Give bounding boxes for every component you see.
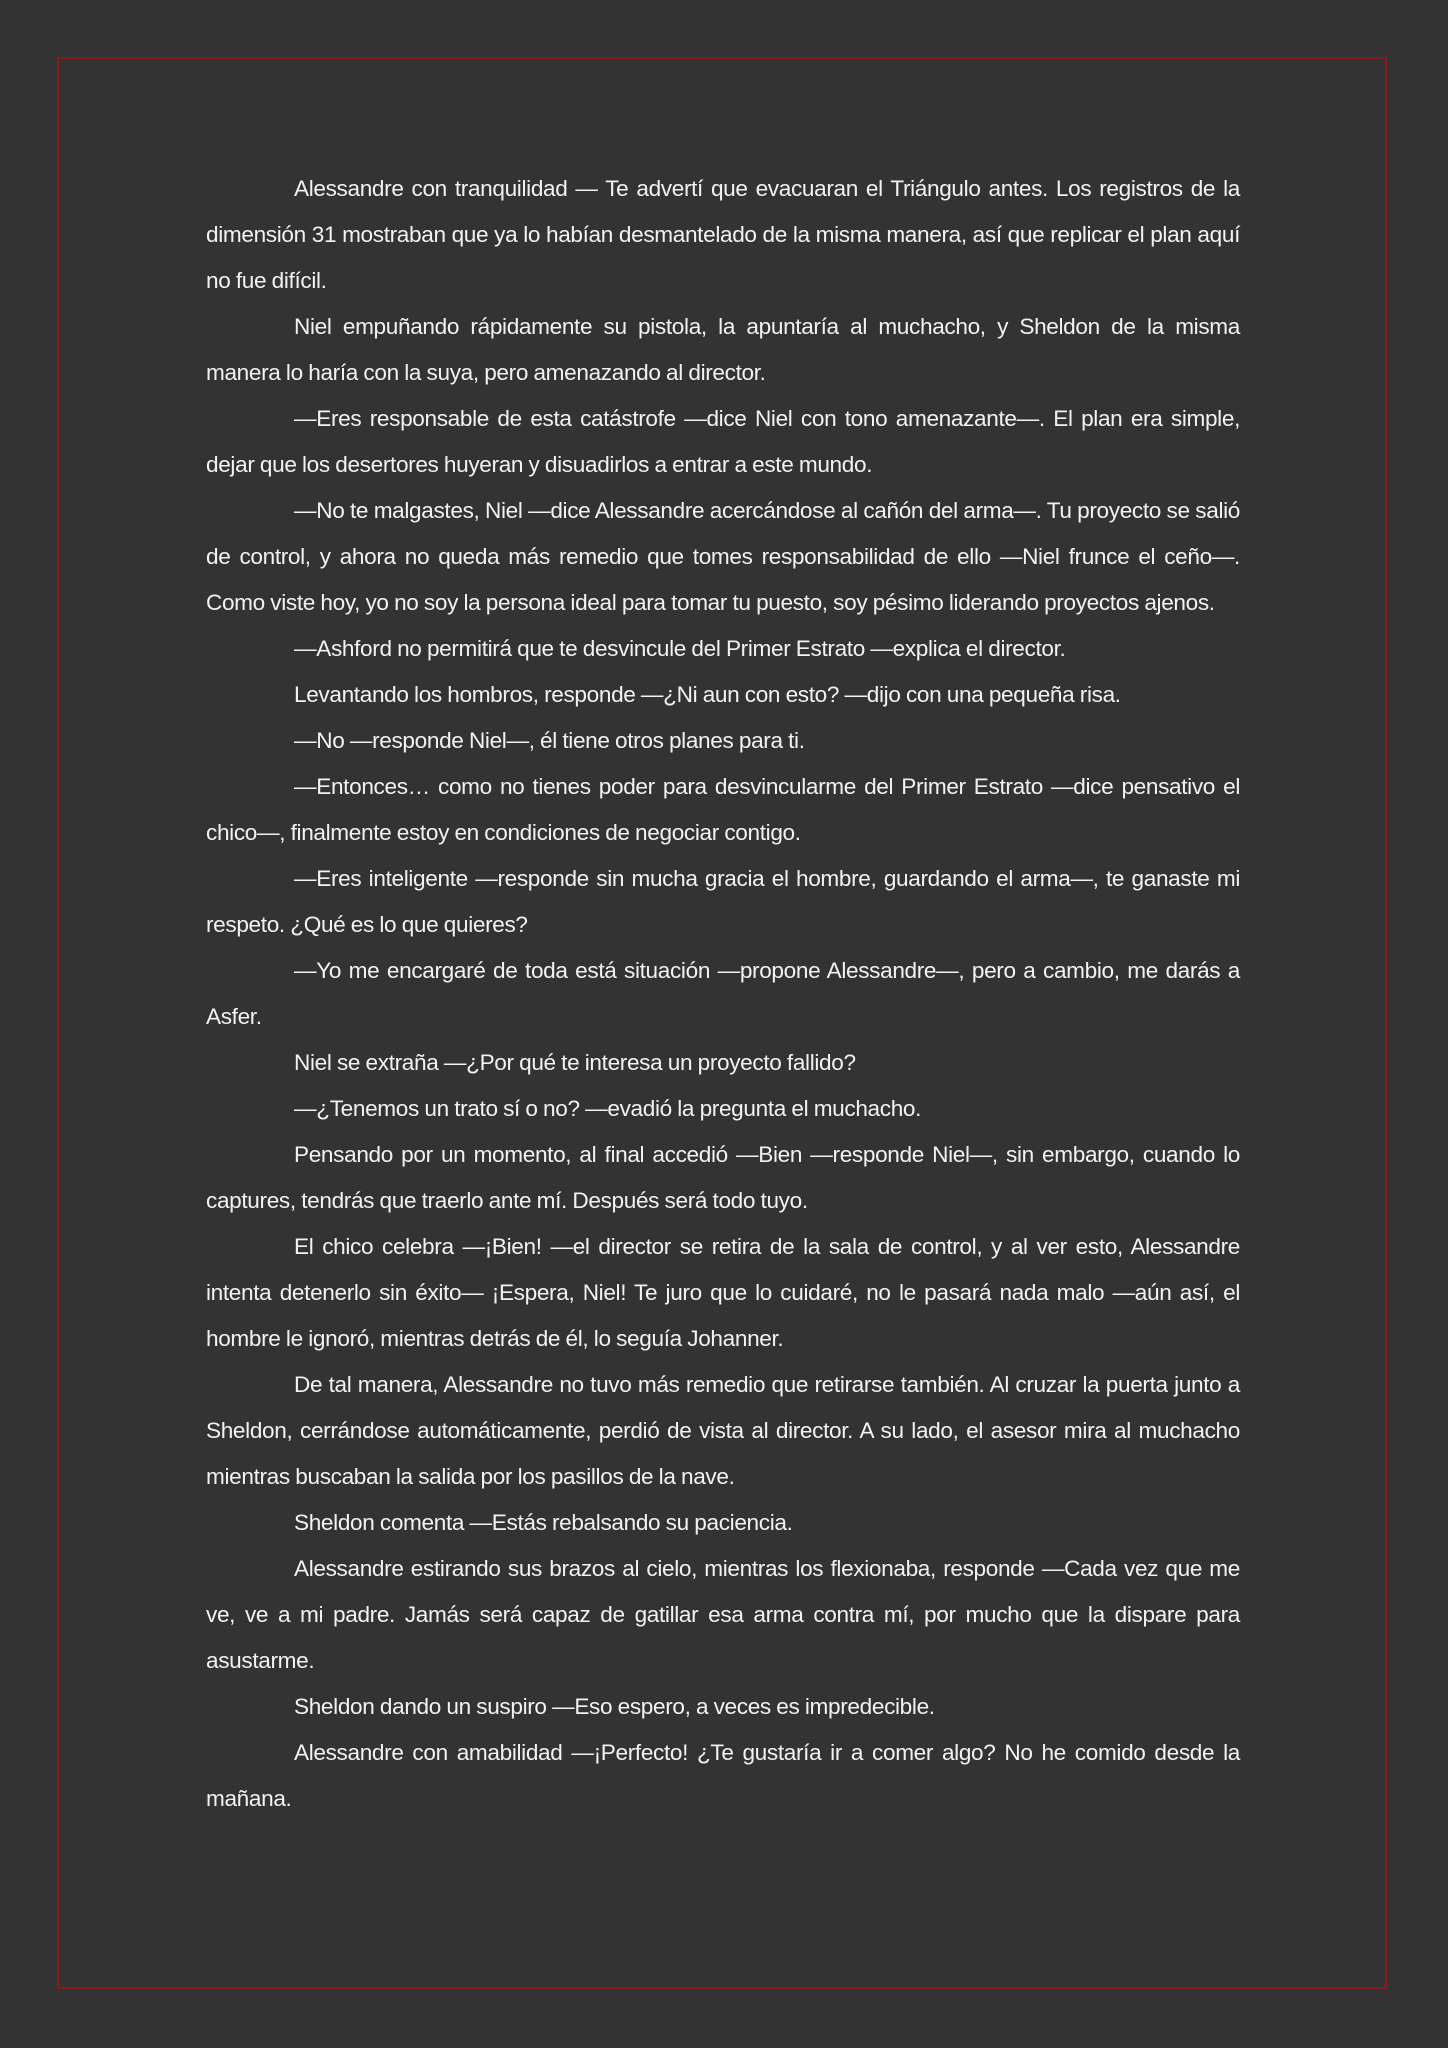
paragraph: Levantando los hombros, responde —¿Ni aun con esto? —dijo con una pequeña risa.: [294, 682, 1121, 707]
paragraph: —Yo me encargaré de toda está situación —propone Alessandre—, pero a cambio, me darás a Asfer.: [206, 958, 1240, 1029]
paragraph: —Entonces… como no tienes poder para desvincularme del Primer Estrato —dice pensativo el chico—, finalmente estoy en condiciones de negociar contigo.: [206, 774, 1240, 845]
paragraph: Alessandre estirando sus brazos al cielo, mientras los flexionaba, responde —Cada vez que me ve, ve a mi padre. Jamás será capaz de gatillar esa arma contra mí, por mucho que la dispare para asustarme.: [206, 1556, 1240, 1673]
paragraph: —Eres inteligente —responde sin mucha gracia el hombre, guardando el arma—, te ganaste mi respeto. ¿Qué es lo que quieres?: [206, 866, 1240, 937]
paragraph: El chico celebra —¡Bien! —el director se retira de la sala de control, y al ver esto, Alessandre intenta detenerlo sin éxito— ¡Espera, Niel! Te juro que lo cuidaré, no le pasará nada malo —aún así, el hombre le ignoró, mientras detrás de él, lo seguía Johanner.: [206, 1234, 1240, 1351]
paragraph: De tal manera, Alessandre no tuvo más remedio que retirarse también. Al cruzar la puerta junto a Sheldon, cerrándose automáticamente, perdió de vista al director. A su lado, el asesor mira al muchacho mientras buscaban la salida por los pasillos de la nave.: [206, 1372, 1240, 1489]
paragraph: Sheldon dando un suspiro —Eso espero, a veces es impredecible.: [294, 1694, 935, 1719]
paragraph: —Ashford no permitirá que te desvincule del Primer Estrato —explica el director.: [294, 636, 1066, 661]
paragraph: —No te malgastes, Niel —dice Alessandre acercándose al cañón del arma—. Tu proyecto se salió de control, y ahora no queda más remedio que tomes responsabilidad de ello —Niel frunce el ceño—. Como viste hoy, yo no soy la persona ideal para tomar tu puesto, soy pésimo liderando proyectos ajenos.: [206, 498, 1240, 615]
paragraph: Pensando por un momento, al final accedió —Bien —responde Niel—, sin embargo, cuando lo captures, tendrás que traerlo ante mí. Después será todo tuyo.: [206, 1142, 1240, 1213]
paragraph: Alessandre con tranquilidad — Te advertí que evacuaran el Triángulo antes. Los registros de la dimensión 31 mostraban que ya lo habían desmantelado de la misma manera, así que replicar el plan aquí no fue difícil.: [206, 176, 1240, 293]
paragraph: Sheldon comenta —Estás rebalsando su paciencia.: [294, 1510, 793, 1535]
paragraph: Niel se extraña —¿Por qué te interesa un proyecto fallido?: [294, 1050, 856, 1075]
paragraph: —No —responde Niel—, él tiene otros planes para ti.: [294, 728, 805, 753]
paragraph: Alessandre con amabilidad —¡Perfecto! ¿Te gustaría ir a comer algo? No he comido desde la mañana.: [206, 1740, 1240, 1811]
paragraph: Niel empuñando rápidamente su pistola, la apuntaría al muchacho, y Sheldon de la misma manera lo haría con la suya, pero amenazando al director.: [206, 314, 1240, 385]
story-text: [206, 166, 1240, 1822]
paragraph: —Eres responsable de esta catástrofe —dice Niel con tono amenazante—. El plan era simple, dejar que los desertores huyeran y disuadirlos a entrar a este mundo.: [206, 406, 1240, 477]
paragraph: —¿Tenemos un trato sí o no? —evadió la pregunta el muchacho.: [294, 1096, 922, 1121]
